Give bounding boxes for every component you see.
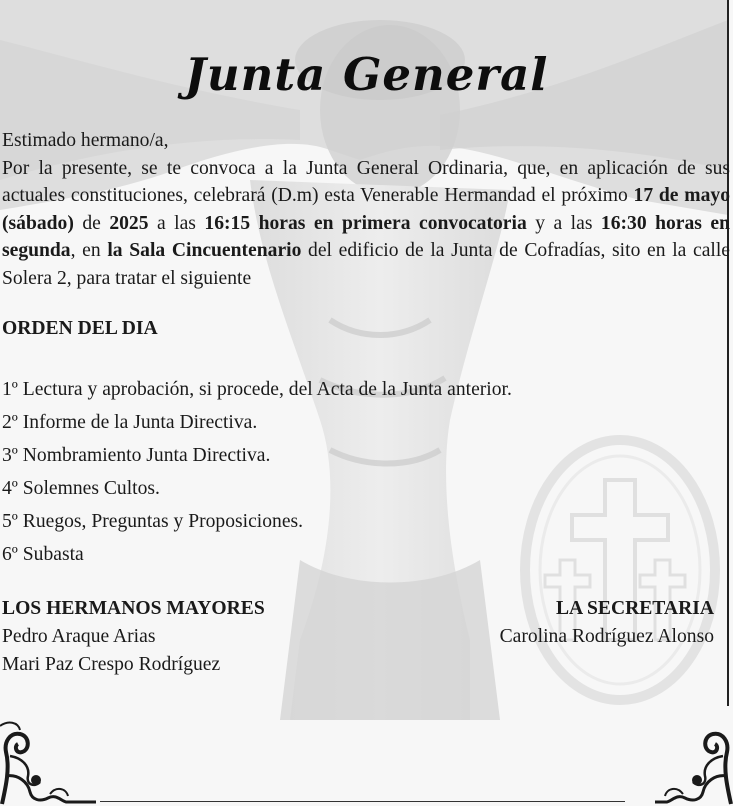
convocation-text [2, 127, 730, 292]
agenda-heading: ORDEN DEL DIA [2, 318, 158, 339]
signature-left [2, 595, 265, 679]
agenda-item: 5º Ruegos, Preguntas y Proposiciones. [2, 511, 304, 532]
agenda-item: 2º Informe de la Junta Directiva. [2, 412, 258, 433]
agenda-item: 6º Subasta [2, 544, 84, 565]
agenda-item: 3º Nombramiento Junta Directiva. [2, 445, 271, 466]
signature-left-title: LOS HERMANOS MAYORES [2, 598, 265, 619]
agenda-item: 1º Lectura y aprobación, si procede, del Acta de la Junta anterior. [2, 379, 512, 400]
ornament-bottom-left-icon [0, 716, 100, 806]
second-call-time: 16:30 horas en segunda [2, 212, 730, 261]
agenda-item: 4º Solemnes Cultos. [2, 478, 160, 499]
first-call-time: 16:15 horas en primera convocatoria [204, 212, 527, 234]
convocation-paragraph: Por la presente, se te convoca a la Junta General Ordinaria, que, en aplicación de sus actuales constituciones, celebrará (D.m) esta Venerable Hermandad el próximo 17 de mayo (sábado) de 2025 a las 16:15 horas en primera convocatoria y a las 16:30 horas en segunda, en la Sala Cincuentenario del edificio de la Junta de Cofradías, sito en la calle Solera 2, para tratar el siguiente [2, 157, 730, 289]
signature-right [500, 595, 714, 651]
meeting-venue: la Sala Cincuentenario [107, 240, 302, 261]
page-title: Junta General [184, 48, 549, 101]
greeting: Estimado hermano/a, [2, 130, 169, 151]
bottom-divider [100, 801, 625, 802]
signature-name: Carolina Rodríguez Alonso [499, 626, 714, 647]
right-border-line [727, 0, 729, 706]
meeting-date: 17 de mayo (sábado) [2, 185, 730, 234]
agenda-list [2, 376, 512, 574]
signature-name: Mari Paz Crespo Rodríguez [2, 654, 221, 675]
signature-name: Pedro Araque Arias [2, 626, 156, 647]
signature-right-title: LA SECRETARIA [555, 598, 714, 619]
ornament-bottom-right-icon [655, 716, 733, 806]
meeting-year: 2025 [109, 212, 149, 234]
